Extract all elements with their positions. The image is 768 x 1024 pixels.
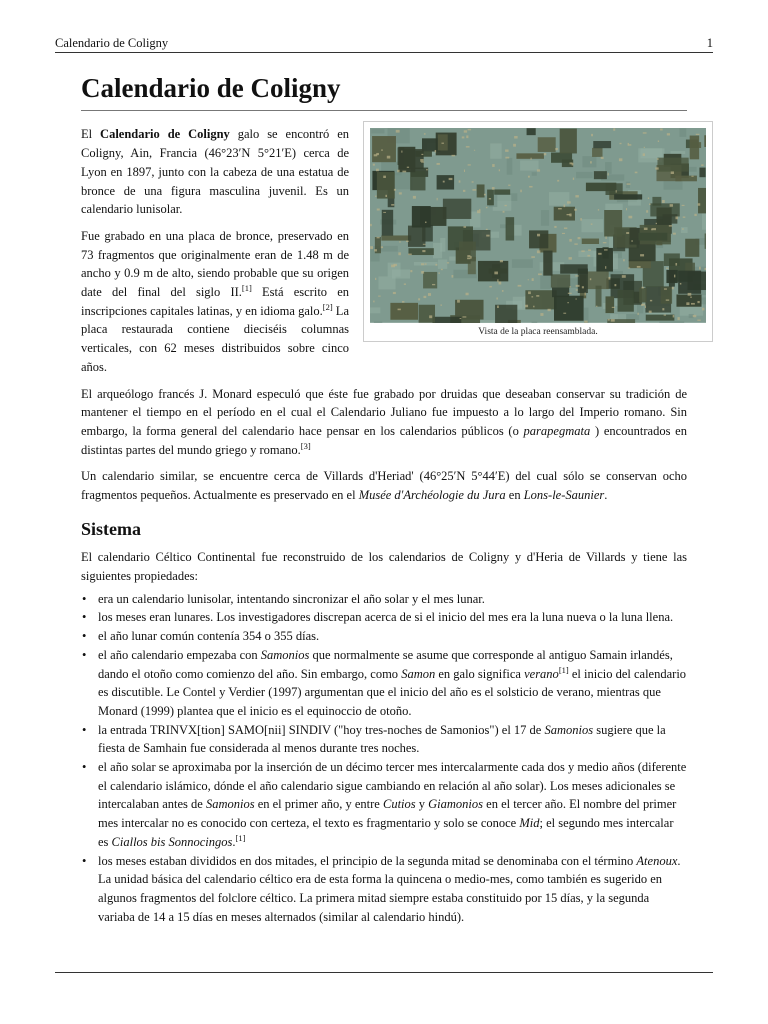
text-run: en galo significa xyxy=(435,666,525,681)
footer-rule xyxy=(55,972,713,973)
text-run: en el primer año, y entre xyxy=(254,797,383,812)
running-header xyxy=(55,36,713,51)
text-run: sugiere que la fiesta de Samhain fue considerada al menos durante tres noches. xyxy=(98,722,666,756)
text-run: Calendario de Coligny xyxy=(100,127,230,142)
plate-fragment xyxy=(554,207,575,221)
plate-fragment xyxy=(422,139,440,152)
plate-fragment xyxy=(516,154,544,159)
citation-ref[interactable]: [3] xyxy=(300,440,311,451)
plate-fragment xyxy=(638,233,667,241)
text-run: . xyxy=(232,834,236,849)
plate-fragment xyxy=(605,297,614,314)
paragraph-villards xyxy=(81,467,687,504)
text-run: Samonios xyxy=(205,797,255,812)
figure xyxy=(363,121,713,342)
plate-fragment xyxy=(478,261,508,281)
list-item xyxy=(81,627,687,646)
citation-ref[interactable]: [1] xyxy=(558,664,569,675)
plate-fragment xyxy=(438,135,448,151)
section-intro xyxy=(81,548,687,585)
plate-fragment xyxy=(699,168,705,178)
text-run: El calendario Céltico Continental fue reconstruido de los calendarios de Coligny y d'Heria de Villards y tiene las siguientes propiedades: xyxy=(81,550,687,584)
text-run: . La unidad básica del calendario céltico era de esta forma la quincena o medio-mes, como también es sugerido en algunos fragmentos del folclore céltico. La primera mitad siempre estaba constituido por 15 días, y la segunda variaba de 14 a 15 días en meses alternados (similar al calendario hindú). xyxy=(98,853,681,924)
plate-fragment xyxy=(705,234,706,249)
plate-fragment xyxy=(494,190,510,195)
text-run: Atenoux xyxy=(636,853,678,868)
section-title-sistema: Sistema xyxy=(81,518,141,539)
plate-fragment xyxy=(685,239,699,257)
plate-fragment xyxy=(551,275,570,288)
page-title: Calendario de Coligny xyxy=(81,70,687,111)
plate-fragment xyxy=(560,265,588,274)
text-run: ) encountrados en distintas partes del mundo griego y romano. xyxy=(81,423,687,457)
list-item xyxy=(81,590,687,609)
plate-fragment xyxy=(592,148,602,157)
figure-caption: Vista de la placa reensamblada. xyxy=(478,327,598,338)
text-run: en xyxy=(505,488,524,503)
plate-fragment xyxy=(398,147,415,172)
text-run: El arqueólogo francés J. Monard especuló que éste fue grabado por druidas que deseaban conservar su tradición de mantener el tiempo en el período en el cual el Calendario Juliano fue impuesto a lo largo del Imperio romano. Sin embargo, la forma general del calendario hace pensar en los calendarios públicos (o xyxy=(81,386,687,438)
plate-fragment xyxy=(419,305,435,323)
text-run: El xyxy=(81,127,101,142)
plate-fragment xyxy=(543,251,552,276)
plate-fragment xyxy=(593,141,611,148)
text-run: los meses eran lunares. Los investigadores discrepan acerca de si el inicio del mes era la luna nueva o la luna llena. xyxy=(98,610,674,625)
text-run: en el tercer año. El nombre del primer mes intercalar no es conocido con certeza, el texto es fragmentario y solo se conoce xyxy=(98,797,677,831)
text-run: Giamonios xyxy=(428,797,484,812)
plate-fragment xyxy=(690,136,699,160)
list-item xyxy=(81,852,687,927)
text-run: los meses estaban divididos en dos mitades, el principio de la segunda mitad se denominaba con el término xyxy=(98,853,637,868)
text-run: Cutios xyxy=(382,797,416,812)
plate-fragment xyxy=(614,195,642,200)
plate-fragment xyxy=(652,197,661,206)
plate-fragment xyxy=(410,172,425,191)
text-run: que normalmente se asume que corresponde al antiguo Samain irlandés, dando el otoño como comienzo del año. Sin embargo, como xyxy=(98,647,673,681)
plate-fragment xyxy=(423,272,437,289)
plate-fragment xyxy=(408,226,425,247)
plate-fragment xyxy=(646,315,675,321)
list-item xyxy=(81,758,687,852)
text-run: el año calendario empezaba con xyxy=(98,647,261,662)
plate-fragment xyxy=(663,215,678,224)
plate-fragment xyxy=(432,317,461,323)
text-run: el año lunar común contenía 354 o 355 días. xyxy=(98,629,320,644)
text-run: Está escrito en inscripciones capitales latinas, y en idioma galo. xyxy=(81,285,350,318)
plate-fragment xyxy=(560,129,577,154)
plate-fragment xyxy=(618,290,634,312)
citation-ref[interactable]: [2] xyxy=(322,301,333,312)
plate-fragment xyxy=(698,188,706,213)
text-run: parapegmata xyxy=(523,423,591,438)
plate-fragment xyxy=(382,210,393,236)
text-run: Un calendario similar, se encuentre cerca de Villards d'Heriad' (46°25′N 5°44′E) del cual sólo se conservan ocho fragmentos pequeños. Actualmente es preservado en el xyxy=(81,469,687,503)
plate-fragment xyxy=(487,190,494,206)
text-run: Samonios xyxy=(260,647,310,662)
text-run: Ciallos bis Sonnocingos xyxy=(111,834,233,849)
plate-fragment xyxy=(506,218,515,241)
plate-fragment xyxy=(554,296,584,321)
plate-fragment xyxy=(551,153,572,163)
plate-fragment xyxy=(408,249,433,256)
text-run: el inicio del calendario es discutible. Le Contel y Verdier (1997) argumentan que el inicio del año es el solsticio de verano, mientras que Monard (1999) plantea que el inicio es el equinoccio de otoño. xyxy=(98,666,687,718)
list-item xyxy=(81,646,687,721)
plate-fragment xyxy=(596,286,602,307)
plate-fragment xyxy=(372,136,396,162)
text-run: la entrada TRINVX[tion] SAMO[nii] SINDIV ("hoy tres-noches de Samonios") el 17 de xyxy=(98,722,545,737)
plate-fragment xyxy=(704,136,706,148)
citation-ref[interactable]: [1] xyxy=(235,832,246,843)
plate-fragment xyxy=(657,158,688,172)
plate-fragment xyxy=(678,271,701,294)
text-run: el año solar se aproximaba por la inserción de un décimo tercer mes intercalarmente cada dos y medio años (diferente el calendario islámico, dónde el año calendario sigue cambiando en relación al año solar). Los meses adicionales se intercalaban antes de xyxy=(98,760,687,812)
text-run: verano xyxy=(524,666,559,681)
paragraph-monard xyxy=(81,385,687,460)
text-run: Samon xyxy=(401,666,436,681)
text-run: Musée d'Archéologie du Jura xyxy=(358,488,506,503)
citation-ref[interactable]: [1] xyxy=(241,282,252,293)
list-item xyxy=(81,721,687,758)
plate-fragment xyxy=(437,176,454,190)
text-run: . xyxy=(604,488,608,503)
plate-fragment xyxy=(582,239,599,244)
plate-fragment xyxy=(477,185,485,198)
text-run: Lons-le-Saunier xyxy=(523,488,605,503)
text-run: galo se encontró en Coligny, Ain, Francia (46°23′N 5°21′E) cerca de Lyon en 1897, junto con la cabeza de una estatua de bronce de una figura masculina juvenil. Es un calendario lunisolar. xyxy=(81,127,349,217)
page-number: 1 xyxy=(706,36,713,50)
plate-fragment xyxy=(586,183,616,191)
plate-fragment xyxy=(443,199,471,219)
plate-fragment xyxy=(538,138,556,153)
plate-fragment xyxy=(596,248,613,272)
plate-fragment xyxy=(381,236,411,241)
coligny-plate-image xyxy=(370,128,706,323)
plate-fragment xyxy=(529,231,548,249)
text-run: ; el segundo mes intercalar es xyxy=(98,816,674,849)
text-run: era un calendario lunisolar, intentando sincronizar el año solar y el mes lunar. xyxy=(98,591,485,606)
running-title: Calendario de Coligny xyxy=(55,36,169,50)
text-run: y xyxy=(415,797,429,812)
list-item xyxy=(81,608,687,627)
text-run: Fue grabado en una placa de bronce, preservado en 73 fragmentos que originalmente eran de 1.48 m de ancho y 0.9 m de alto, siendo probable que su origen date del final del siglo II. xyxy=(81,228,349,300)
plate-fragment xyxy=(669,271,675,287)
article-body xyxy=(81,70,687,926)
text-run: Samonios xyxy=(544,722,594,737)
plate-fragment xyxy=(390,303,418,320)
plate-fragment xyxy=(412,206,431,227)
text-run: Mid xyxy=(519,816,540,831)
plate-fragment xyxy=(639,288,646,303)
properties-list xyxy=(81,590,687,927)
plate-fragment xyxy=(594,172,607,180)
plate-fragment xyxy=(527,129,536,136)
header-rule xyxy=(55,52,713,53)
text-run: La placa restaurada contiene dieciséis columnas verticales, con 62 meses distribuidos sobre cinco años. xyxy=(81,303,349,374)
